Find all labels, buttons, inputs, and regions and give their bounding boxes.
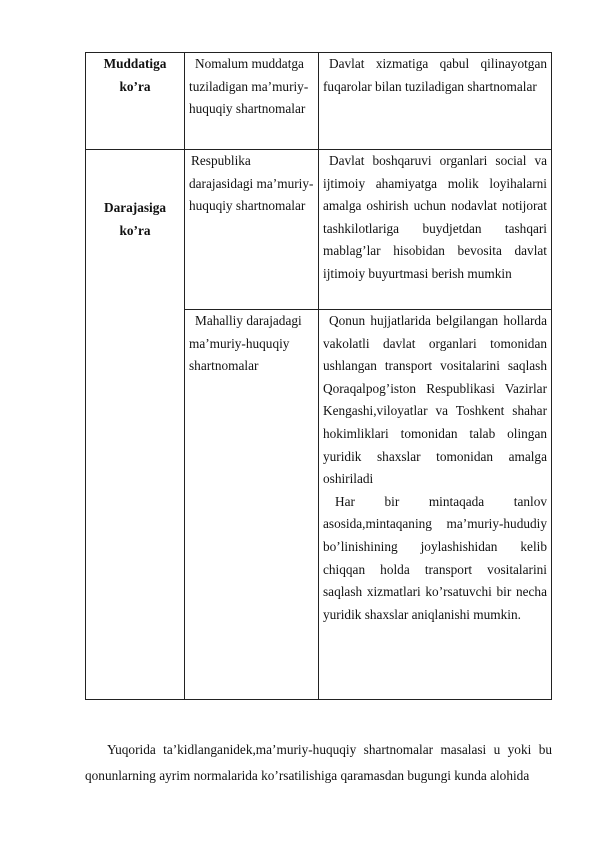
category-cell <box>86 53 185 150</box>
type-text: Mahalliy darajadagi ma’muriy-huquqiy shartnomalar <box>189 313 302 374</box>
category-label-line: Darajasiga <box>103 200 167 215</box>
table-row <box>86 53 552 150</box>
classification-table <box>85 52 552 700</box>
description-cell <box>319 53 552 150</box>
description-text: Qonun hujjatlarida belgilangan hollarda vakolatli davlat organlari tomonidan ushlangan transport vositalarini saqlash Qoraqalpog’iston Respublikasi Vazirlar Kengashi,viloyatlar va Toshkent shahar hokimliklari tomonidan talab olingan yuridik shaxslar tomonidan amalga oshiriladi <box>323 313 547 487</box>
table-row <box>86 150 552 310</box>
description-cell <box>319 310 552 700</box>
description-text: Davlat boshqaruvi organlari social va ijtimoiy ahamiyatga molik loyihalarni amalga oshirish uchun nodavlat notijorat tashkilotlariga buydjetdan tashqari mablag’lar hisobidan bevosita davlat ijtimoiy buyurtmasi berish mumkin <box>323 153 547 281</box>
description-cell <box>319 150 552 310</box>
type-text: Respublika darajasidagi ma’muriy-huquqiy shartnomalar <box>189 153 314 214</box>
category-label-line: ko’ra <box>119 78 151 94</box>
category-label-line: Muddatiga <box>103 56 167 71</box>
type-text: Nomalum muddatga tuziladigan ma’muriy-huquqiy shartnomalar <box>189 56 309 117</box>
category-cell <box>86 150 185 700</box>
category-label-line: ko’ra <box>119 222 151 238</box>
type-cell <box>185 310 319 700</box>
description-text: Davlat xizmatiga qabul qilinayotgan fuqarolar bilan tuziladigan shartnomalar <box>323 56 547 94</box>
description-text: Har bir mintaqada tanlov asosida,mintaqaning ma’muriy-hududiy bo’linishining joylashishidan kelib chiqqan holda transport vositalarini saqlash xizmatlari ko’rsatuvchi bir necha yuridik shaxslar aniqlanishi mumkin. <box>323 493 547 622</box>
body-paragraph <box>85 737 552 789</box>
category-label-wrap <box>90 150 180 242</box>
type-cell <box>185 150 319 310</box>
paragraph-text: Yuqorida ta’kidlanganidek,ma’muriy-huquqiy shartnomalar masalasi u yoki bu qonunlarning ayrim normalarida ko’rsatilishiga qaramasdan bugungi kunda alohida <box>85 742 552 783</box>
type-cell <box>185 53 319 150</box>
